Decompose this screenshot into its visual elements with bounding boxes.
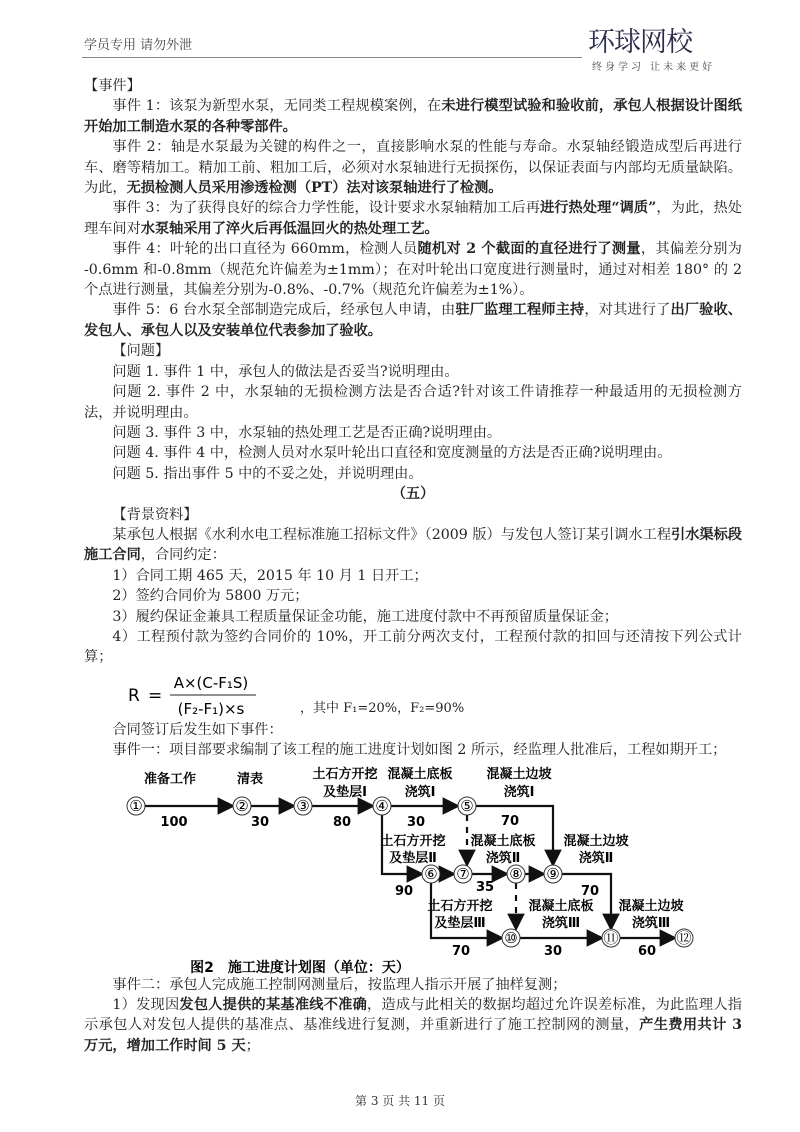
paragraph: [84, 975, 742, 995]
text: 问题 1. 事件 1 中，承包人的做法是否妥当?说明理由。: [112, 363, 459, 380]
paragraph: [84, 627, 742, 668]
text: 1）发现因: [112, 997, 180, 1013]
event-two-section: [84, 975, 742, 1057]
emphasized-text: 发包人提供的某基准线不准确: [179, 997, 367, 1013]
paragraph: [84, 740, 742, 760]
paragraph: [84, 505, 742, 525]
diagram-caption: 图2 施工进度计划图（单位：天）: [190, 959, 410, 975]
text: 事件 2：轴是水泵最为关键的构件之一，直接影响水泵的性能与寿命。水泵轴经锻造成型后再进行车、磨等精加工。精加工前、粗加工后，必须对水泵轴进行无损探伤，以保证表面与内部均无质量缺陷。为此，: [84, 139, 742, 197]
text: ，对其进行了: [584, 302, 671, 319]
network-schedule-diagram: [0, 761, 800, 975]
text: 事件 3：为了获得良好的综合力学性能，设计要求水泵轴精加工后再: [112, 200, 541, 217]
activity-name: 清表: [236, 771, 264, 787]
emphasized-text: （五）: [391, 486, 435, 503]
activity-duration: 90: [394, 883, 414, 899]
activity-name: 混凝土边坡: [563, 833, 629, 849]
formula-equals: =: [148, 685, 163, 706]
brand-logo: [588, 28, 738, 73]
text: 问题 5. 指出事件 5 中的不妥之处，并说明理由。: [112, 465, 423, 482]
activity-duration: 30: [406, 814, 426, 830]
node-number: ⑩: [504, 928, 518, 947]
text: 事件 4：叶轮的出口直径为 660mm，检测人员: [112, 241, 418, 258]
text: ，造成与此相关的数据均超过允许误差标准，为此监理人指示承包人对发包人提供的基准点、基准线进行复测，并重新进行了施工控制网的测量，: [84, 997, 742, 1034]
node-number: ⑥: [424, 864, 438, 883]
header-divider: [82, 57, 582, 58]
activity-duration: 70: [500, 813, 520, 829]
node-number: ④: [375, 796, 389, 815]
paragraph: [84, 484, 742, 504]
text: 问题 2. 事件 2 中，水泵轴的无损检测方法是否合适?针对该工件请推荐一种最适用的无损检测方法，并说明理由。: [84, 384, 742, 421]
activity-name: 混凝土底板: [470, 833, 536, 849]
text: 事件 5：6 台水泵全部制造完成后，经承包人申请，由: [112, 302, 456, 319]
paragraph: [84, 423, 742, 443]
text: 3）履约保证金兼具工程质量保证金功能，施工进度付款中不再预留质量保证金；: [112, 608, 618, 625]
emphasized-text: 未进行模型试验和验收前，承包人根据设计图纸开始加工制造水泵的各种零部件。: [84, 98, 742, 135]
activity-name: 浇筑Ⅱ: [578, 850, 614, 866]
page-body: [84, 76, 742, 1056]
activity-name: 土石方开挖: [380, 833, 446, 849]
activity-duration: 30: [250, 814, 270, 830]
text: 1）合同工期 465 天，2015 年 10 月 1 日开工；: [112, 567, 428, 584]
paragraph: [84, 443, 742, 463]
text: ；: [245, 1037, 260, 1054]
paragraph: [84, 607, 742, 627]
text: 【问题】: [112, 343, 170, 360]
paragraph: [84, 382, 742, 423]
text: 2）签约合同价为 5800 万元；: [112, 588, 309, 605]
text: 问题 4. 事件 4 中，检测人员对水泵叶轮出口直径和宽度测量的方法是否正确?说明理由。: [112, 445, 672, 462]
text: 合同签订后发生如下事件：: [112, 721, 283, 738]
text: 事件一：项目部要求编制了该工程的施工进度计划如图 2 所示，经监理人批准后，工程如期开工；: [112, 742, 727, 759]
paragraph: [84, 137, 742, 198]
text: 【事件】: [84, 78, 141, 94]
header-notice: 学员专用 请勿外泄: [84, 38, 193, 53]
formula-denominator: (F₂-F₁)×s: [177, 699, 245, 718]
text: 4）工程预付款为签约合同价的 10%，开工前分两次支付，工程预付款的扣回与还清按下列公式计算；: [84, 628, 742, 666]
node-number: ⑨: [546, 864, 560, 883]
activity-name: 浇筑Ⅲ: [631, 915, 671, 931]
events-intro: [84, 720, 742, 761]
logo-slogan: 终身学习 让未来更好: [592, 62, 716, 73]
node-number: ①: [129, 796, 143, 815]
paragraph: [84, 76, 742, 96]
activity-name: 浇筑Ⅱ: [485, 850, 521, 866]
activity-name: 混凝土底板: [387, 766, 453, 782]
text: ，为此，热处理车间对: [84, 200, 742, 237]
activity-duration: 60: [637, 943, 657, 959]
emphasized-text: 进行热处理“调质”: [540, 200, 657, 217]
paragraph: [84, 566, 742, 586]
text: 某承包人根据《水利水电工程标准施工招标文件》（2009 版）与发包人签订某引调水工程: [112, 526, 672, 543]
activity-name: 土石方开挖: [427, 898, 493, 914]
node-number: ③: [296, 796, 310, 815]
activity-name: 混凝土边坡: [618, 898, 684, 914]
page-number: 第 3 页 共 11 页: [355, 1094, 445, 1108]
text: 【背景资料】: [112, 506, 198, 523]
activity-name: 混凝土边坡: [486, 766, 552, 782]
emphasized-text: 引水渠标段施工合同: [84, 526, 742, 564]
activity-duration: 35: [475, 879, 495, 895]
text: 问题 3. 事件 3 中，水泵轴的热处理工艺是否正确?说明理由。: [112, 424, 502, 441]
activity-name: 及垫层Ⅰ: [323, 784, 367, 800]
emphasized-text: 无损检测人员采用渗透检测（PT）法对该泵轴进行了检测。: [126, 180, 503, 197]
activity-name: 浇筑Ⅰ: [404, 784, 436, 800]
formula-graphic: [128, 670, 298, 720]
emphasized-text: 产生费用共计 3 万元，增加工作时间 5 天: [84, 1017, 742, 1054]
activity-name: 浇筑Ⅲ: [541, 915, 581, 931]
paragraph: [84, 720, 742, 740]
node-number: ⑦: [456, 864, 470, 883]
emphasized-text: 水泵轴采用了淬火后再低温回火的热处理工艺。: [140, 220, 439, 237]
text: ，合同约定：: [140, 547, 226, 564]
activity-duration: 30: [543, 943, 563, 959]
activity-duration: 70: [451, 943, 471, 959]
activity-name: 土石方开挖: [312, 766, 378, 782]
formula-note: ，其中 F₁=20%，F₂=90%: [300, 700, 465, 716]
paragraph: [84, 525, 742, 566]
logo-text: 环球网校: [588, 27, 692, 58]
paragraph: [84, 362, 742, 382]
paragraph: [84, 995, 742, 1056]
emphasized-text: 出厂验收、发包人、承包人以及安装单位代表参加了验收。: [84, 302, 742, 339]
node-number: ⑫: [676, 928, 692, 947]
formula-lhs: R: [128, 685, 140, 706]
advance-payment-formula: [128, 668, 742, 720]
emphasized-text: 驻厂监理工程师主持: [455, 302, 585, 319]
activity-name: 浇筑Ⅰ: [503, 784, 535, 800]
activity-name: 及垫层Ⅱ: [389, 850, 437, 866]
text: ，其偏差分别为 -0.6mm 和-0.8mm（规范允许偏差为±1mm）；在对叶轮出口宽度进行测量时，通过对相差 180° 的 2 个点进行测量，其偏差分别为-0.8%、-0.7%（规范允许偏差为±1%）。: [84, 241, 742, 299]
node-number: ⑪: [603, 928, 619, 947]
formula-numerator: A×(C-F₁S): [173, 673, 249, 692]
node-number: ⑤: [460, 796, 474, 815]
paragraph: [84, 300, 742, 341]
paragraph: [84, 198, 742, 239]
activity-name: 及垫层Ⅲ: [434, 915, 486, 931]
activity-name: 混凝土底板: [528, 898, 594, 914]
paragraph: [84, 464, 742, 484]
paragraph: [84, 239, 742, 300]
activity-duration: 100: [160, 814, 188, 830]
paragraph: [84, 96, 742, 137]
activity-name: 准备工作: [143, 771, 197, 787]
text: 事件 1：该泵为新型水泵，无同类工程规模案例，在: [112, 98, 442, 115]
activity-duration: 80: [332, 814, 352, 830]
node-number: ⑧: [509, 864, 523, 883]
node-number: ②: [235, 796, 249, 815]
paragraph: [84, 586, 742, 606]
activity-duration: 70: [580, 883, 600, 899]
text: 事件二：承包人完成施工控制网测量后，按监理人指示开展了抽样复测；: [112, 976, 567, 993]
emphasized-text: 随机对 2 个截面的直径进行了测量: [417, 241, 641, 258]
paragraph: [84, 341, 742, 361]
events-section: [84, 76, 742, 668]
